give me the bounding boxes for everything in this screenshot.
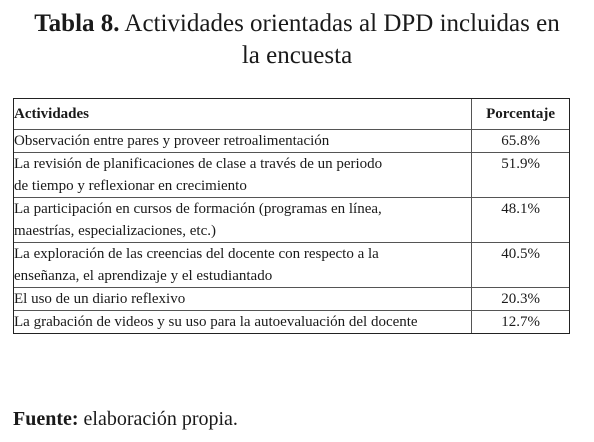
activity-text-line-1: La exploración de las creencias del docente con respecto a la (14, 246, 379, 262)
percentage-cell: 51.9% (472, 153, 569, 198)
table-header-row (14, 99, 569, 130)
source-label: Fuente: (13, 408, 79, 430)
table-row (14, 288, 569, 311)
activity-cell (14, 243, 472, 288)
source-note (13, 406, 238, 432)
activity-text-line-1: La revisión de planificaciones de clase a través de un periodo (14, 156, 383, 172)
percentage-cell: 65.8% (472, 130, 569, 153)
table-row (14, 243, 569, 288)
activity-cell (14, 153, 472, 198)
activity-cell (14, 288, 472, 311)
activity-cell (14, 198, 472, 243)
table-row (14, 311, 569, 333)
percentage-cell: 48.1% (472, 198, 569, 243)
percentage-cell: 40.5% (472, 243, 569, 288)
table-title-line-1 (0, 8, 594, 40)
activities-table (13, 98, 570, 334)
activity-text-line-1: La grabación de videos y su uso para la autoevaluación del docente (14, 314, 418, 330)
table-row (14, 130, 569, 153)
table-number-label: Tabla 8. (34, 10, 120, 37)
activity-cell (14, 130, 472, 153)
column-header-activities: Actividades (14, 99, 472, 130)
source-text: elaboración propia. (83, 408, 238, 430)
table-title-text-line-1: Actividades orientadas al DPD incluidas en (124, 10, 560, 37)
table-row (14, 198, 569, 243)
column-header-percentage: Porcentaje (472, 99, 569, 130)
table-row (14, 153, 569, 198)
percentage-cell: 12.7% (501, 314, 540, 330)
activity-cell (14, 311, 472, 333)
activity-text-line-2: enseñanza, el aprendizaje y el estudiantado (14, 268, 273, 284)
activity-text-line-2: de tiempo y reflexionar en crecimiento (14, 178, 247, 194)
table-title (0, 8, 594, 72)
activity-text-line-1: Observación entre pares y proveer retroalimentación (14, 133, 330, 149)
activity-text-line-2: maestrías, especializaciones, etc.) (14, 223, 216, 239)
table-title-line-2: la encuesta (241, 42, 353, 69)
percentage-cell: 20.3% (472, 288, 569, 311)
activity-text-line-1: La participación en cursos de formación (programas en línea, (14, 201, 382, 217)
activity-text-line-1: El uso de un diario reflexivo (14, 291, 186, 307)
